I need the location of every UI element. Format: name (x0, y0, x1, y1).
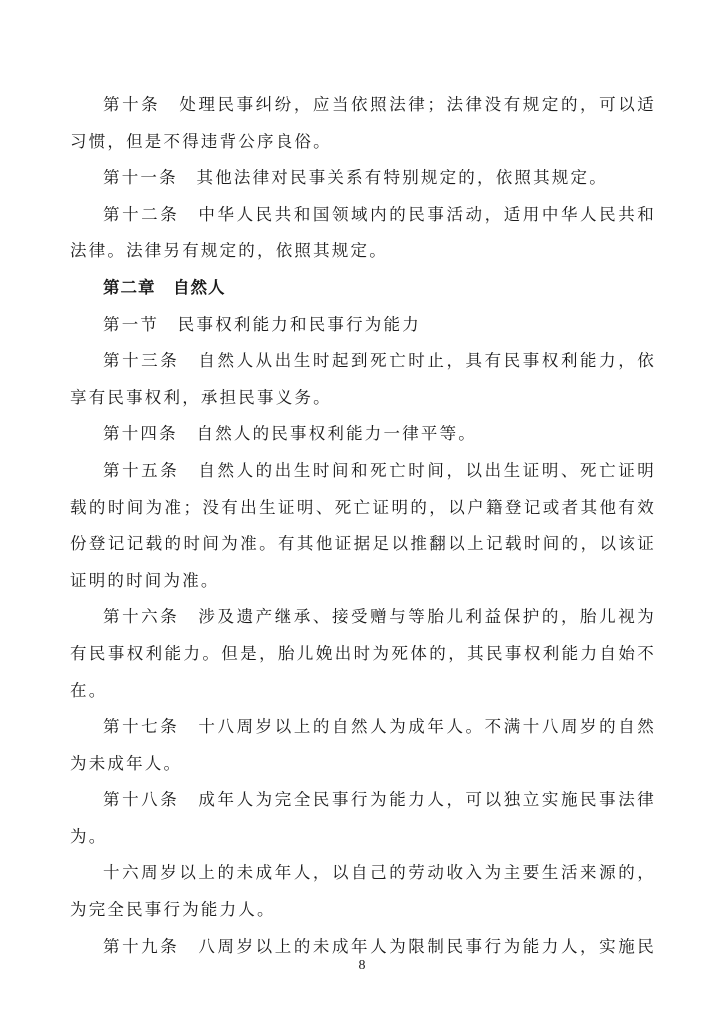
text-line: 第十一条 其他法律对民事关系有特别规定的，依照其规定。 (103, 168, 608, 188)
document-body (70, 87, 656, 965)
text-line: 有民事权利能力。但是，胎儿娩出时为死体的，其民事权利能力自始不 (70, 643, 656, 663)
article-18 (70, 782, 656, 855)
text-line: 第十八条 成年人为完全民事行为能力人，可以独立实施民事法律 (103, 790, 656, 810)
text-line: 份登记记载的时间为准。有其他证据足以推翻以上记载时间的，以该证 (70, 534, 656, 554)
article-10 (70, 87, 656, 160)
text-line: 法律。法律另有规定的，依照其规定。 (70, 241, 388, 261)
text-line: 享有民事权利，承担民事义务。 (70, 387, 332, 407)
text-line: 为。 (70, 826, 108, 846)
text-line: 证明的时间为准。 (70, 570, 220, 590)
text-line: 在。 (70, 680, 108, 700)
text-line: 第十九条 八周岁以上的未成年人为限制民事行为能力人，实施民 (103, 936, 656, 956)
article-15 (70, 453, 656, 599)
page-number: 8 (358, 958, 366, 973)
article-17 (70, 709, 656, 782)
text-line: 为未成年人。 (70, 753, 183, 773)
text-line: 第十五条 自然人的出生时间和死亡时间，以出生证明、死亡证明 (103, 460, 656, 480)
text-line: 第十二条 中华人民共和国领域内的民事活动，适用中华人民共和 (103, 204, 656, 224)
article-11 (70, 160, 656, 197)
article-18-paragraph-2 (70, 855, 656, 928)
text-line: 十六周岁以上的未成年人，以自己的劳动收入为主要生活来源的， (103, 863, 656, 883)
section-heading: 第一节 民事权利能力和民事行为能力 (103, 314, 421, 334)
article-16 (70, 599, 656, 709)
text-line: 第十四条 自然人的民事权利能力一律平等。 (103, 424, 477, 444)
text-line: 第十六条 涉及遗产继承、接受赠与等胎儿利益保护的，胎儿视为 (103, 607, 656, 627)
text-line: 第十条 处理民事纠纷，应当依照法律；法律没有规定的，可以适 (103, 95, 656, 114)
text-line: 第十三条 自然人从出生时起到死亡时止，具有民事权利能力，依 (103, 351, 656, 371)
text-line: 习惯，但是不得违背公序良俗。 (70, 131, 332, 151)
text-line: 第十七条 十八周岁以上的自然人为成年人。不满十八周岁的自然 (103, 717, 656, 737)
text-line: 为完全民事行为能力人。 (70, 900, 276, 920)
text-line: 载的时间为准；没有出生证明、死亡证明的，以户籍登记或者其他有效 (70, 497, 656, 517)
article-14 (70, 416, 656, 453)
article-13 (70, 343, 656, 416)
article-12 (70, 197, 656, 270)
chapter-heading: 第二章 自然人 (103, 277, 226, 297)
